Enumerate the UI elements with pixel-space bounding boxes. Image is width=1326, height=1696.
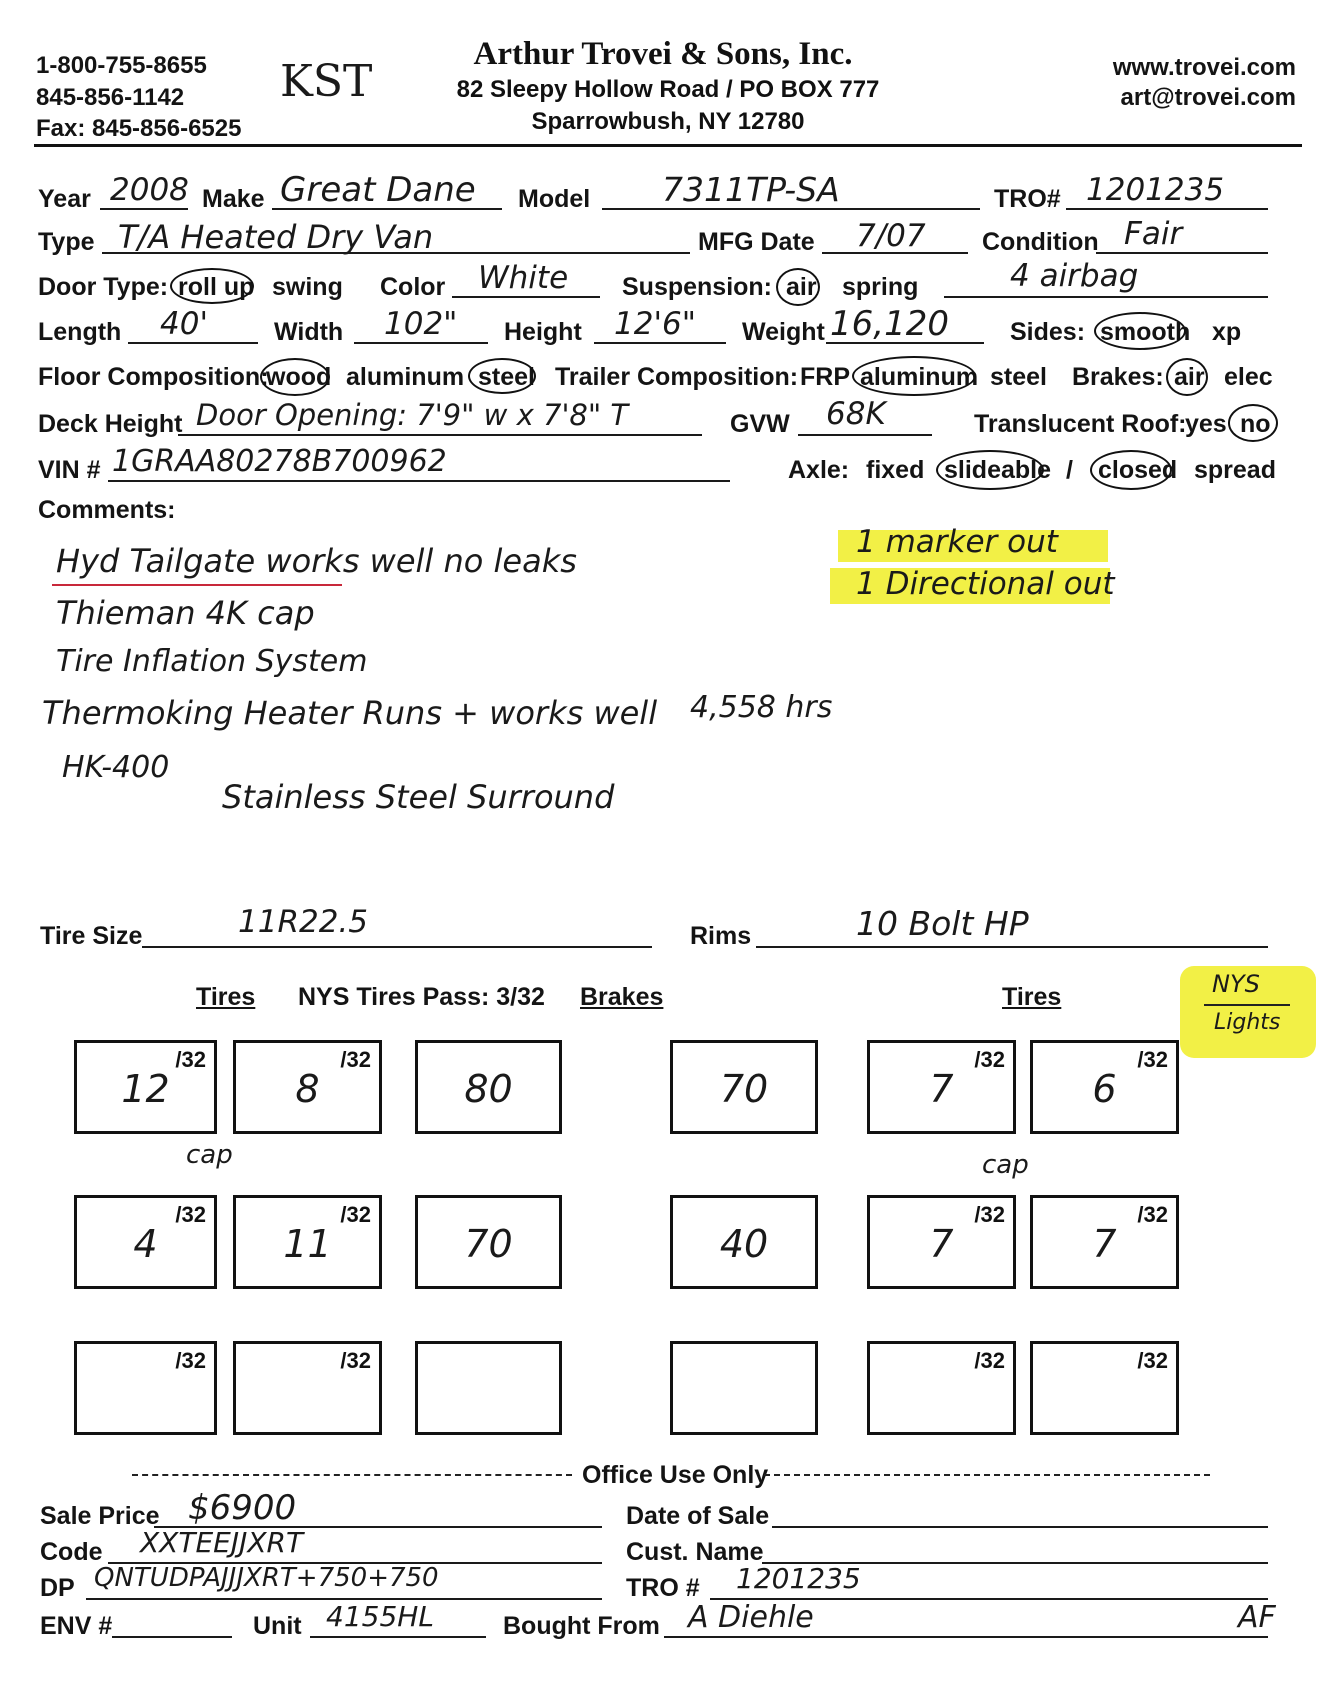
type-label: Type — [38, 228, 95, 256]
length-label: Length — [38, 318, 122, 346]
width-value: 102" — [384, 306, 458, 342]
bought-from-line — [664, 1636, 1268, 1638]
make-label: Make — [202, 185, 265, 213]
type-value: T/A Heated Dry Van — [118, 218, 434, 256]
sale-price-value: $6900 — [188, 1488, 297, 1528]
tro-line — [1066, 208, 1268, 210]
height-value: 12'6" — [614, 306, 696, 342]
tire-size-line — [142, 946, 652, 948]
tread-value: 12 — [121, 1067, 170, 1111]
sides-xp-option: xp — [1212, 318, 1242, 346]
brake-box-r2-left — [415, 1195, 562, 1289]
comment-line-2: Thieman 4K cap — [56, 594, 315, 632]
brake-value: 70 — [719, 1067, 769, 1111]
comment-line-4: Thermoking Heater Runs + works well — [42, 694, 658, 732]
tread-value: 8 — [295, 1067, 320, 1111]
translucent-roof-label: Translucent Roof: — [974, 410, 1187, 438]
sale-price-label: Sale Price — [40, 1502, 160, 1530]
unit-value: 4155HL — [326, 1600, 434, 1633]
cust-name-label: Cust. Name — [626, 1538, 764, 1566]
tire-box-r2-r2 — [1030, 1195, 1179, 1289]
office-divider-right — [764, 1474, 1210, 1476]
cap-note-left: cap — [186, 1140, 233, 1170]
color-label: Color — [380, 273, 446, 301]
roof-no-option: no — [1240, 410, 1271, 438]
tread-value: 7 — [1092, 1222, 1117, 1266]
trailer-steel-option: steel — [990, 363, 1047, 391]
phone-1: 1-800-755-8655 — [36, 52, 207, 79]
date-of-sale-line — [772, 1526, 1268, 1528]
brakes-label: Brakes: — [1072, 363, 1164, 391]
tread-fraction: /32 — [1137, 1047, 1168, 1072]
code-value: XXTEEJJXRT — [140, 1526, 304, 1559]
axle-label: Axle: — [788, 456, 850, 484]
brake-box-r1-right — [670, 1040, 818, 1134]
roof-no-circle — [1228, 404, 1278, 442]
year-value: 2008 — [110, 172, 189, 208]
tread-value: 7 — [929, 1067, 954, 1111]
suspension-note-line — [944, 296, 1268, 298]
tread-fraction: /32 — [974, 1047, 1005, 1072]
tire-box-r1-r2 — [1030, 1040, 1179, 1134]
floor-wood-option: wood — [266, 363, 332, 391]
code-label: Code — [40, 1538, 103, 1566]
tire-box-r3-l1 — [74, 1341, 217, 1435]
brake-box-r1-left — [415, 1040, 562, 1134]
axle-fixed-option: fixed — [866, 456, 925, 484]
model-label: Model — [518, 185, 591, 213]
door-roll-up-option: roll up — [178, 273, 255, 301]
gvw-line — [798, 434, 932, 436]
signoff-initials: AF — [1238, 1600, 1276, 1635]
suspension-air-option: air — [786, 273, 817, 301]
comments-label: Comments: — [38, 496, 176, 524]
model-value: 7311TP-SA — [662, 170, 840, 209]
tire-box-r1-r1 — [867, 1040, 1016, 1134]
suspension-air-circle — [776, 268, 820, 306]
tro-value: 1201235 — [1086, 172, 1225, 208]
condition-value: Fair — [1124, 216, 1183, 252]
sides-smooth-option: smooth — [1100, 318, 1191, 346]
cap-note-right: cap — [982, 1150, 1029, 1180]
initials: KST — [280, 56, 373, 107]
roof-yes-option: yes — [1185, 410, 1227, 438]
tire-box-r3-r1 — [867, 1341, 1016, 1435]
fax-number: Fax: 845-856-6525 — [36, 115, 242, 142]
trailer-frp-option: FRP — [800, 363, 850, 391]
rims-label: Rims — [690, 922, 752, 950]
website: www.trovei.com — [1112, 54, 1296, 81]
tire-size-label: Tire Size — [40, 922, 143, 950]
tire-box-r1-l2 — [233, 1040, 382, 1134]
axle-slideable-circle — [936, 450, 1044, 490]
tires-right-header: Tires — [1002, 983, 1062, 1011]
axle-slideable-option: slideable — [944, 456, 1051, 484]
comment-red-underline — [52, 584, 342, 586]
office-divider-left — [132, 1474, 572, 1476]
floor-aluminum-option: aluminum — [346, 363, 465, 391]
rims-line — [756, 946, 1268, 948]
door-type-label: Door Type: — [38, 273, 169, 301]
color-line — [452, 296, 600, 298]
tread-fraction: /32 — [175, 1348, 206, 1373]
brake-value: 70 — [464, 1222, 513, 1266]
year-label: Year — [38, 185, 91, 213]
tire-size-value: 11R22.5 — [238, 904, 369, 940]
door-roll-up-circle — [170, 268, 254, 304]
width-label: Width — [274, 318, 344, 346]
bought-from-value: A Diehle — [688, 1600, 814, 1635]
brakes-elec-option: elec — [1224, 363, 1273, 391]
sides-label: Sides: — [1010, 318, 1086, 346]
gvw-label: GVW — [730, 410, 790, 438]
door-swing-option: swing — [272, 273, 343, 301]
tread-value: 7 — [929, 1222, 954, 1266]
nys-tires-pass: NYS Tires Pass: 3/32 — [298, 983, 545, 1011]
brakes-air-option: air — [1174, 363, 1205, 391]
tire-box-r1-l1 — [74, 1040, 217, 1134]
tread-fraction: /32 — [974, 1202, 1005, 1227]
hours-note: 4,558 hrs — [690, 690, 833, 725]
tire-box-r3-r2 — [1030, 1341, 1179, 1435]
axle-slash: / — [1066, 456, 1073, 484]
suspension-spring-option: spring — [842, 273, 919, 301]
trailer-aluminum-circle — [852, 356, 979, 396]
floor-steel-circle — [468, 358, 536, 394]
office-use-heading: Office Use Only — [582, 1461, 769, 1489]
tread-fraction: /32 — [340, 1348, 371, 1373]
note-marker-out: 1 marker out — [856, 524, 1058, 560]
tire-box-r2-r1 — [867, 1195, 1016, 1289]
weight-label: Weight — [742, 318, 825, 346]
address-line-1: 82 Sleepy Hollow Road / PO BOX 777 — [456, 76, 880, 103]
height-line — [594, 342, 726, 344]
color-value: White — [478, 260, 569, 296]
gvw-value: 68K — [826, 396, 886, 432]
email: art@trovei.com — [1120, 84, 1296, 111]
phone-2: 845-856-1142 — [36, 84, 185, 111]
address-line-2: Sparrowbush, NY 12780 — [531, 108, 805, 135]
condition-label: Condition — [982, 228, 1099, 256]
length-value: 40' — [160, 306, 208, 342]
axle-closed-circle — [1090, 450, 1172, 490]
nys-note-divider — [1204, 1004, 1290, 1006]
comment-line-3: Tire Inflation System — [56, 644, 368, 679]
comment-line-6: Stainless Steel Surround — [222, 778, 615, 816]
dp-label: DP — [40, 1574, 75, 1602]
year-line — [100, 208, 188, 210]
comment-line-5: HK-400 — [62, 750, 170, 785]
make-value: Great Dane — [280, 170, 476, 210]
unit-line — [310, 1636, 486, 1638]
bought-from-label: Bought From — [503, 1612, 660, 1640]
trailer-composition-label: Trailer Composition: — [555, 363, 799, 391]
floor-composition-label: Floor Composition: — [38, 363, 269, 391]
brake-box-r3-right — [670, 1341, 818, 1435]
axle-closed-option: closed — [1098, 456, 1178, 484]
tread-fraction: /32 — [974, 1348, 1005, 1373]
weight-value: 16,120 — [830, 304, 949, 344]
comment-line-1: Hyd Tailgate works well no leaks — [56, 542, 577, 580]
env-label: ENV # — [40, 1612, 113, 1640]
brake-value: 40 — [719, 1222, 769, 1266]
width-line — [354, 342, 488, 344]
brake-box-r3-left — [415, 1341, 562, 1435]
mfg-date-label: MFG Date — [698, 228, 815, 256]
date-of-sale-label: Date of Sale — [626, 1502, 770, 1530]
trailer-aluminum-option: aluminum — [860, 363, 979, 391]
condition-line — [1096, 252, 1268, 254]
tread-fraction: /32 — [175, 1202, 206, 1227]
dp-value: QNTUDPAJJJXRT+750+750 — [94, 1563, 439, 1593]
tread-fraction: /32 — [340, 1202, 371, 1227]
floor-wood-circle — [260, 358, 330, 396]
length-line — [128, 342, 258, 344]
vin-line — [108, 480, 730, 482]
vin-label: VIN # — [38, 456, 101, 484]
note-directional-out: 1 Directional out — [856, 566, 1115, 602]
header-divider — [34, 144, 1302, 147]
lights-note: Lights — [1214, 1010, 1281, 1035]
tread-fraction: /32 — [1137, 1348, 1168, 1373]
suspension-label: Suspension: — [622, 273, 773, 301]
tread-fraction: /32 — [1137, 1202, 1168, 1227]
brake-box-r2-right — [670, 1195, 818, 1289]
tire-box-r2-l2 — [233, 1195, 382, 1289]
env-line — [112, 1636, 232, 1638]
sides-smooth-circle — [1094, 312, 1186, 350]
unit-label: Unit — [253, 1612, 302, 1640]
height-label: Height — [504, 318, 582, 346]
deck-height-label: Deck Height — [38, 410, 183, 438]
tires-left-header: Tires — [196, 983, 256, 1011]
tread-fraction: /32 — [340, 1047, 371, 1072]
nys-note: NYS — [1212, 970, 1260, 998]
axle-spread-option: spread — [1194, 456, 1276, 484]
tread-value: 4 — [133, 1222, 158, 1266]
deck-height-value: Door Opening: 7'9" w x 7'8" T — [196, 398, 629, 432]
brakes-air-circle — [1166, 358, 1208, 396]
tire-box-r2-l1 — [74, 1195, 217, 1289]
tro-label: TRO# — [994, 185, 1061, 213]
tread-fraction: /32 — [175, 1047, 206, 1072]
vin-value: 1GRAA80278B700962 — [112, 444, 447, 479]
floor-steel-option: steel — [478, 363, 535, 391]
deck-height-line — [178, 434, 702, 436]
tro-office-label: TRO # — [626, 1574, 700, 1602]
tire-box-r3-l2 — [233, 1341, 382, 1435]
mfg-date-value: 7/07 — [856, 218, 926, 254]
tread-value: 6 — [1092, 1067, 1117, 1111]
tro-office-value: 1201235 — [736, 1562, 861, 1595]
tread-value: 11 — [283, 1222, 332, 1266]
company-name: Arthur Trovei & Sons, Inc. — [473, 36, 853, 72]
brakes-column-header: Brakes — [580, 983, 664, 1011]
rims-value: 10 Bolt HP — [856, 904, 1029, 943]
suspension-note: 4 airbag — [1010, 258, 1139, 294]
brake-value: 80 — [464, 1067, 513, 1111]
